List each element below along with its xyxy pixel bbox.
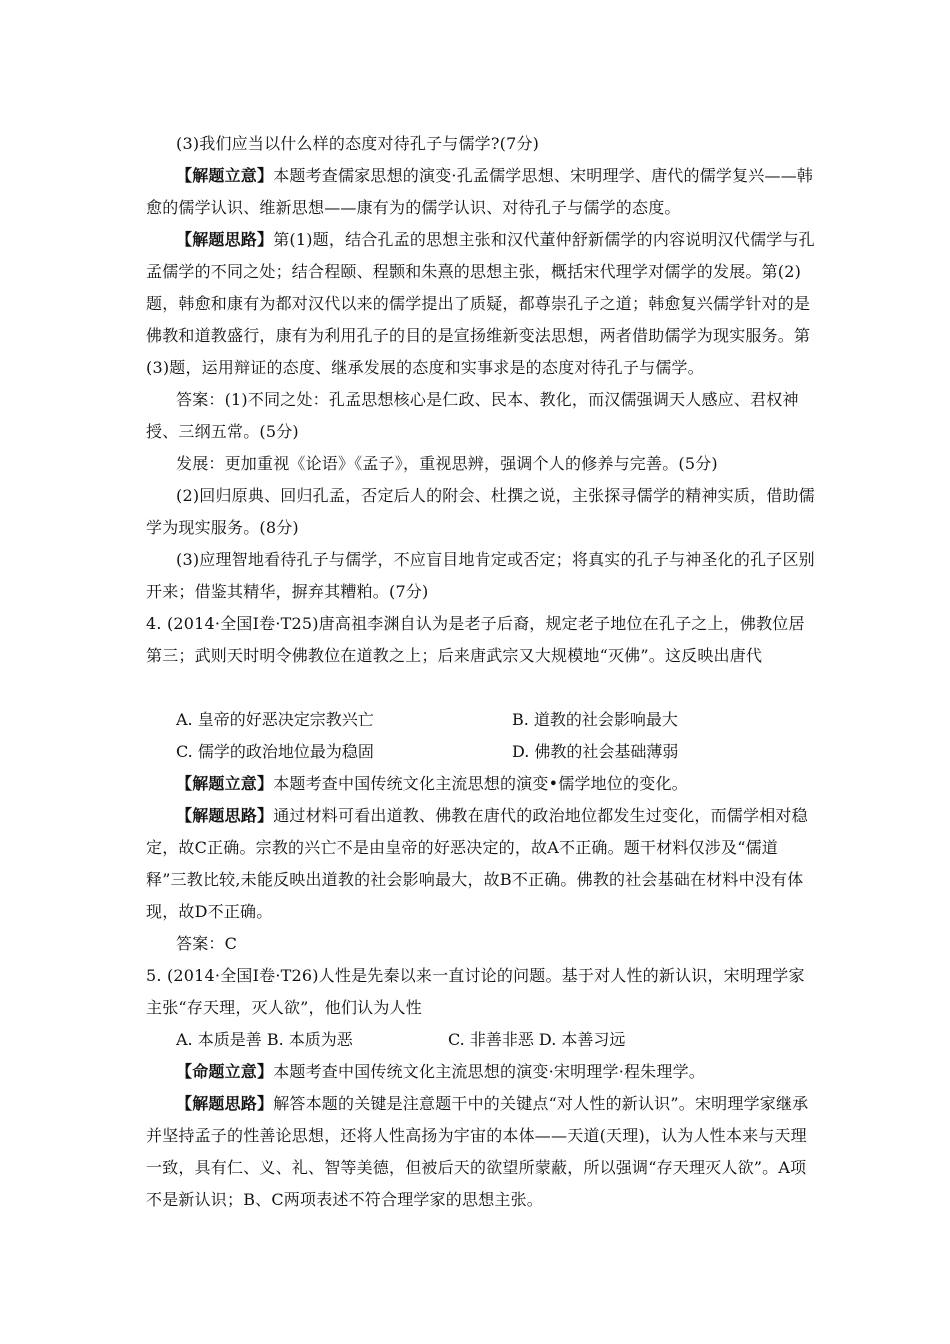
approach-text: 第(1)题，结合孔孟的思想主张和汉代董仲舒新儒学的内容说明汉代儒学与孔孟儒学的不同之处；结合程颐、程颢和朱熹的思想主张，概括宋代理学对儒学的发展。第(2)题，韩愈和康有为都对汉代以来的儒学提出了质疑，都尊崇孔子之道；韩愈复兴儒学针对的是佛教和道教盛行，康有为利用孔子的目的是宣扬维新变法思想，两者借助儒学为现实服务。第(3)题，运用辩证的态度、继承发展的态度和实事求是的态度对待孔子与儒学。 (146, 230, 815, 377)
approach-label: 【解题思路】 (176, 1094, 274, 1113)
q4-option-d: D. 佛教的社会基础薄弱 (512, 742, 679, 761)
q5-intent-paragraph (146, 1056, 816, 1088)
intent-label: 【解题立意】 (176, 774, 274, 793)
approach-label: 【解题思路】 (176, 230, 274, 249)
q4-answer: 答案：C (176, 934, 238, 953)
q5-stem: 5. (2014·全国Ⅰ卷·T26)人性是先秦以来一直讨论的问题。基于对人性的新认识，宋明理学家主张“存天理，灭人欲”，他们认为人性 (146, 966, 805, 1017)
intent-label: 【解题立意】 (176, 166, 274, 185)
q3-answer-3: (3)应理智地看待孔子与儒学，不应盲目地肯定或否定；将真实的孔子与神圣化的孔子区别开来；借鉴其精华，摒弃其糟粕。(7分) (146, 550, 815, 601)
q5-options-cd: C. 非善非恶 D. 本善习远 (448, 1030, 626, 1049)
q4-intent-paragraph (146, 768, 816, 800)
intent-label: 【命题立意】 (176, 1062, 274, 1081)
q5-options-ab: A. 本质是善 B. 本质为恶 (176, 1030, 353, 1049)
intent-text: 本题考查儒家思想的演变·孔孟儒学思想、宋明理学、唐代的儒学复兴——韩愈的儒学认识、维新思想——康有为的儒学认识、对待孔子与儒学的态度。 (146, 166, 814, 217)
q4-stem: 4. (2014·全国Ⅰ卷·T25)唐高祖李渊自认为是老子后裔，规定老子地位在孔子之上，佛教位居第三；武则天时明令佛教位在道教之上；后来唐武宗又大规模地“灭佛”。这反映出唐代 (146, 614, 805, 665)
q3-answer-1: 答案：(1)不同之处：孔孟思想核心是仁政、民本、教化，而汉儒强调天人感应、君权神授、三纲五常。(5分) (146, 390, 799, 441)
q4-option-c: C. 儒学的政治地位最为稳固 (176, 742, 374, 761)
approach-text: 解答本题的关键是注意题干中的关键点“对人性的新认识”。宋明理学家继承并坚持孟子的性善论思想，还将人性高扬为宇宙的本体——天道(天理)，认为人性本来与天理一致，具有仁、义、礼、智等美德，但被后天的欲望所蒙蔽，所以强调“存天理灭人欲”。A项不是新认识；B、C两项表述不符合理学家的思想主张。 (146, 1094, 809, 1209)
q4-option-a: A. 皇帝的好恶决定宗教兴亡 (176, 710, 374, 729)
q3-approach-paragraph (146, 224, 816, 384)
q5-approach-paragraph (146, 1088, 816, 1216)
q3-answer-2: (2)回归原典、回归孔孟，否定后人的附会、杜撰之说，主张探寻儒学的精神实质，借助儒学为现实服务。(8分) (146, 486, 815, 537)
intent-text: 本题考查中国传统文化主流思想的演变·宋明理学·程朱理学。 (273, 1062, 705, 1081)
q3-intent-paragraph (146, 160, 816, 224)
approach-text: 通过材料可看出道教、佛教在唐代的政治地位都发生过变化，而儒学相对稳定，故C正确。宗教的兴亡不是由皇帝的好恶决定的，故A不正确。题干材料仅涉及“儒道释”三教比较,未能反映出道教的社会影响最大，故B不正确。佛教的社会基础在材料中没有体现，故D不正确。 (146, 806, 808, 921)
q4-option-b: B. 道教的社会影响最大 (512, 710, 678, 729)
approach-label: 【解题思路】 (176, 806, 274, 825)
intent-text: 本题考查中国传统文化主流思想的演变•儒学地位的变化。 (273, 774, 688, 793)
q4-approach-paragraph (146, 800, 816, 928)
q3-answer-development: 发展：更加重视《论语》《孟子》，重视思辨，强调个人的修养与完善。(5分) (176, 454, 718, 473)
q3-question: (3)我们应当以什么样的态度对待孔子与儒学?(7分) (176, 134, 540, 153)
